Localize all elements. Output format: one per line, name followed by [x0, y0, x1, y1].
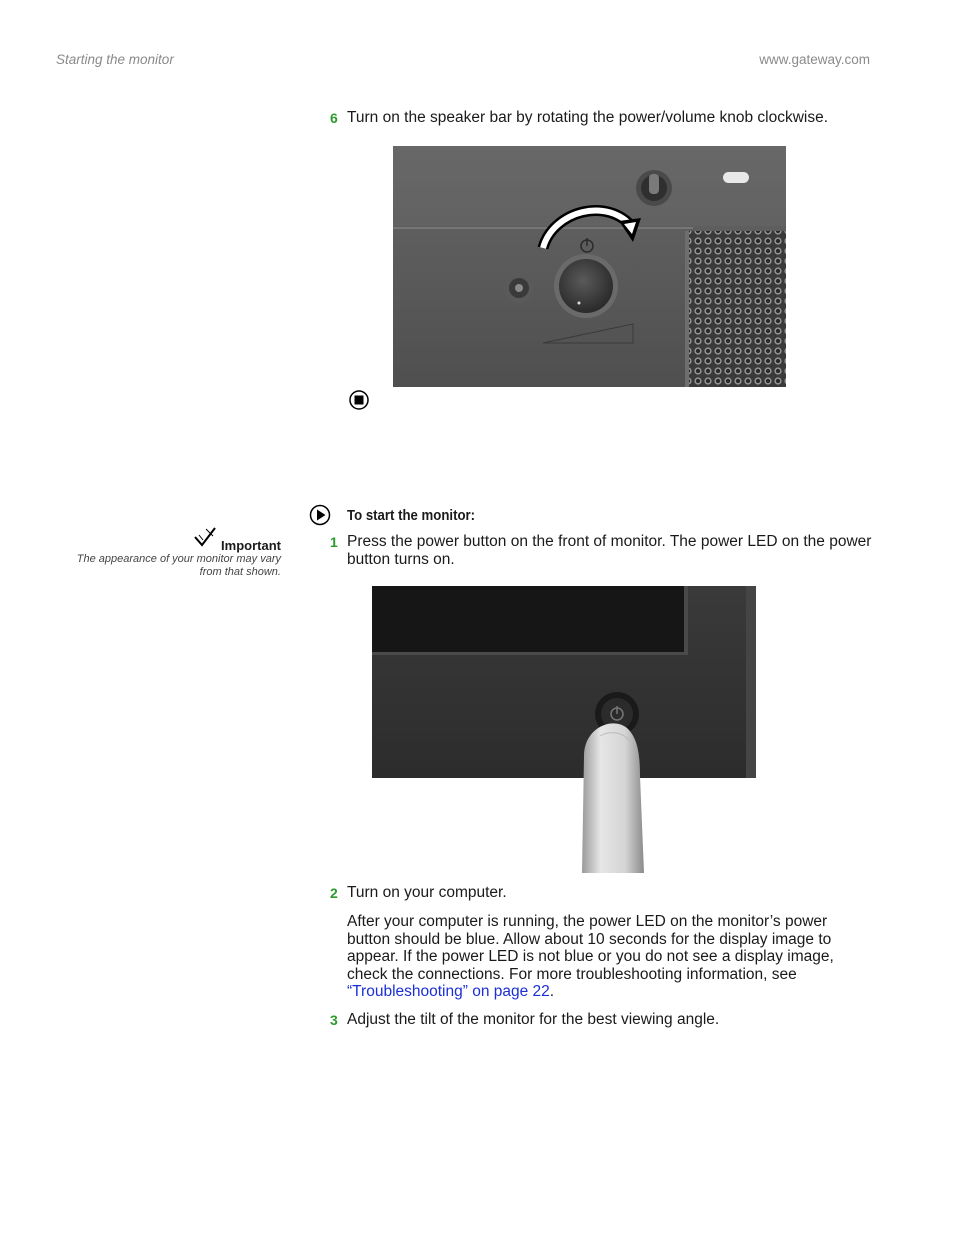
important-text: The appearance of your monitor may vary from that shown.	[76, 553, 281, 578]
stop-square-icon	[349, 390, 369, 410]
step-2-paragraph-tail: .	[549, 983, 555, 1000]
speaker-bar-knob-image	[393, 146, 786, 387]
step-6-text: Turn on the speaker bar by rotating the power/volume knob clockwise.	[347, 109, 829, 126]
important-title: Important	[221, 538, 281, 553]
step-2-paragraph	[347, 913, 872, 1001]
step-1-number: 1	[330, 534, 338, 550]
header-website[interactable]: www.gateway.com	[759, 52, 870, 67]
important-note	[56, 526, 281, 578]
step-2-text: Turn on your computer.	[347, 884, 507, 901]
procedure-title: To start the monitor:	[347, 507, 476, 524]
header-section-title: Starting the monitor	[56, 52, 174, 67]
step-1-text: Press the power button on the front of monitor. The power LED on the power button turns on.	[347, 533, 872, 568]
step-2-paragraph-text: After your computer is running, the power LED on the monitor’s power button should be blue. Allow about 10 seconds for the display image to appear. If the power LED is not blue or you do not see a display image, check the connections. For more troubleshooting information, see	[347, 913, 834, 983]
checkmark-pen-icon	[193, 526, 217, 553]
play-circle-icon	[309, 504, 331, 526]
step-3-text: Adjust the tilt of the monitor for the best viewing angle.	[347, 1011, 720, 1028]
troubleshooting-link[interactable]: “Troubleshooting” on page 22	[347, 983, 550, 1000]
monitor-power-button-image	[372, 586, 756, 873]
step-6-number: 6	[330, 110, 338, 126]
step-3-number: 3	[330, 1012, 338, 1028]
step-2-number: 2	[330, 885, 338, 901]
